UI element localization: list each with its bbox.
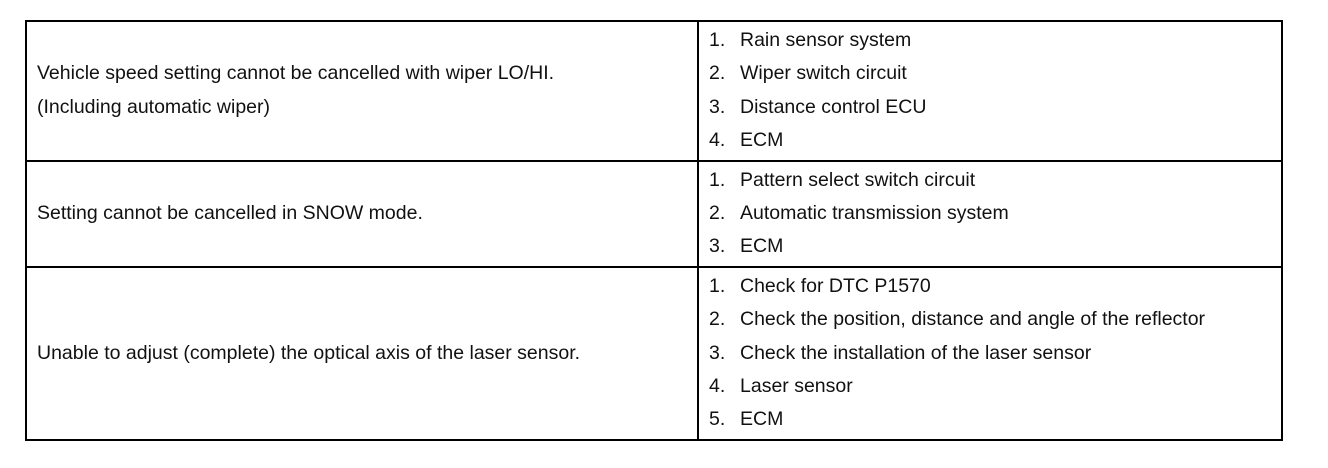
symptom-text: Setting cannot be cancelled in SNOW mode. [37, 202, 423, 225]
item-number: 4. [709, 375, 726, 398]
symptom-cell [26, 161, 698, 267]
item-text: ECM [740, 408, 784, 431]
list-item [699, 91, 1281, 124]
item-number: 3. [709, 235, 726, 258]
table-row [26, 21, 1282, 161]
suspected-area-cell [698, 21, 1282, 161]
item-text: Pattern select switch circuit [740, 168, 976, 191]
table-row [26, 161, 1282, 267]
symptom-cell [26, 267, 698, 440]
item-text: Laser sensor [740, 375, 853, 398]
item-number: 2. [709, 62, 726, 85]
item-text: Distance control ECU [740, 95, 927, 118]
list-item [699, 164, 1281, 197]
list-item [699, 270, 1281, 303]
item-number: 4. [709, 129, 726, 152]
item-number: 3. [709, 95, 726, 118]
item-number: 3. [709, 341, 726, 364]
suspected-area-cell [698, 267, 1282, 440]
item-number: 1. [709, 29, 726, 51]
table-row [26, 267, 1282, 440]
list-item [699, 124, 1281, 157]
item-text: Automatic transmission system [740, 202, 1009, 225]
list-item [699, 24, 1281, 57]
item-text: Check for DTC P1570 [740, 274, 931, 297]
trouble-symptom-table [25, 20, 1283, 441]
list-item [699, 197, 1281, 230]
list-item [699, 230, 1281, 263]
item-text: Check the installation of the laser sensor [740, 341, 1092, 364]
item-number: 5. [709, 408, 726, 431]
symptom-text: (Including automatic wiper) [37, 95, 271, 118]
item-number: 1. [709, 274, 726, 297]
symptom-text: Vehicle speed setting cannot be cancelled with wiper LO/HI. [37, 62, 555, 85]
symptom-cell [26, 21, 698, 161]
list-item [699, 57, 1281, 90]
item-number: 2. [709, 308, 726, 331]
symptom-text: Unable to adjust (complete) the optical axis of the laser sensor. [37, 341, 581, 364]
list-item [699, 370, 1281, 403]
list-item [699, 303, 1281, 336]
item-text: ECM [740, 235, 784, 258]
list-item [699, 337, 1281, 370]
list-item [699, 403, 1281, 436]
item-text: Wiper switch circuit [740, 62, 907, 85]
item-text: Rain sensor system [740, 29, 912, 51]
item-number: 2. [709, 202, 726, 225]
item-text: Check the position, distance and angle of the reflector [740, 308, 1206, 331]
item-number: 1. [709, 168, 726, 191]
item-text: ECM [740, 129, 784, 152]
suspected-area-cell [698, 161, 1282, 267]
